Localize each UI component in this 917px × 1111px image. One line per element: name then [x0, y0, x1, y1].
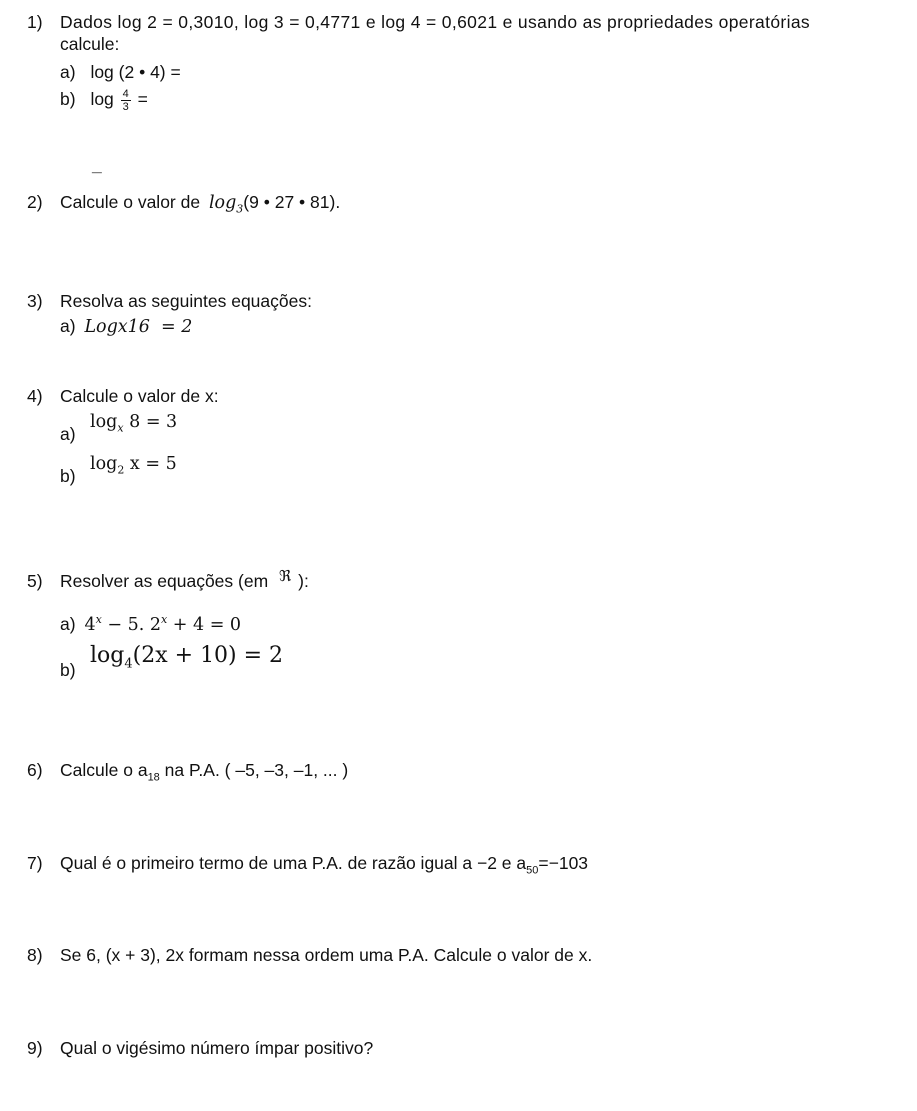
question-4-option-b-label: b)	[60, 466, 76, 486]
subscript: 18	[147, 771, 160, 784]
question-1-option-b	[60, 88, 148, 113]
log-equation: 8 = 3	[123, 412, 178, 432]
question-8-text: Se 6, (x + 3), 2x formam nessa ordem uma P.A. Calcule o valor de x.	[60, 945, 593, 965]
option-expression: Logx16 = 2	[84, 317, 193, 337]
fraction	[121, 88, 131, 113]
exponent: x	[95, 613, 102, 626]
question-5-option-b-expression	[90, 643, 283, 671]
question-5-text	[60, 567, 309, 592]
log-equation: (2x + 10) = 2	[132, 643, 284, 668]
question-6-text	[60, 760, 348, 784]
question-2-number: 2)	[27, 192, 43, 212]
option-label: b)	[60, 89, 76, 110]
question-7-number: 7)	[27, 853, 43, 873]
question-4-text: Calcule o valor de x:	[60, 386, 219, 406]
question-7-text	[60, 853, 588, 877]
stray-mark: _	[92, 155, 102, 175]
log-text: log	[208, 193, 237, 213]
log-text: log	[90, 89, 114, 110]
question-2-prompt: Calcule o valor de	[60, 192, 201, 212]
question-6-number: 6)	[27, 760, 43, 780]
question-4-option-b-expression	[90, 454, 177, 477]
log-base: x	[117, 421, 124, 435]
question-5-prompt-end: ):	[298, 571, 309, 591]
fraction-numerator: 4	[122, 88, 129, 100]
option-label: a)	[60, 316, 76, 336]
option-label: a)	[60, 62, 76, 82]
question-3-option-a	[60, 316, 192, 337]
question-9-text: Qual o vigésimo número ímpar positivo?	[60, 1038, 374, 1058]
equals-sign: =	[137, 89, 148, 110]
question-4-option-a-expression	[90, 412, 177, 435]
question-8-number: 8)	[27, 945, 43, 965]
log-text: log	[90, 643, 125, 668]
option-label: a)	[60, 613, 76, 634]
log-text: log	[90, 412, 118, 432]
question-1-text-continued: calcule:	[60, 34, 120, 54]
question-2-text	[60, 192, 340, 216]
term: + 4 = 0	[167, 614, 242, 635]
question-4-number: 4)	[27, 386, 43, 406]
question-3-text: Resolva as seguintes equações:	[60, 291, 312, 311]
subscript: 50	[526, 864, 539, 877]
question-1-number: 1)	[27, 12, 43, 32]
term: 4	[84, 614, 96, 635]
question-3-number: 3)	[27, 291, 43, 311]
exponent: x	[160, 613, 168, 626]
question-1-option-a	[60, 62, 181, 83]
real-numbers-symbol: ℜ	[279, 567, 292, 585]
term: − 5. 2	[101, 614, 161, 635]
question-1-text: Dados log 2 = 0,3010, log 3 = 0,4771 e log 4 = 0,6021 e usando as propriedades operatórias	[60, 12, 811, 32]
question-5-prompt: Resolver as equações (em	[60, 571, 269, 591]
log-base: 3	[236, 202, 244, 216]
log-base: 2	[117, 463, 125, 477]
text-part: Qual é o primeiro termo de uma P.A. de razão igual a −2 e a	[60, 853, 527, 873]
log-equation: x = 5	[124, 454, 177, 474]
question-9-number: 9)	[27, 1038, 43, 1058]
question-4-option-a-label: a)	[60, 424, 76, 444]
text-part: Calcule o a	[60, 760, 148, 780]
log-text: log	[90, 454, 118, 474]
question-5-option-b-label: b)	[60, 660, 76, 680]
question-5-number: 5)	[27, 571, 43, 591]
fraction-denominator: 3	[122, 101, 129, 113]
option-expression: log (2 • 4) =	[90, 62, 181, 82]
question-5-option-a	[60, 613, 241, 635]
log-base: 4	[124, 656, 133, 672]
log-argument: (9 • 27 • 81).	[243, 192, 341, 212]
text-part: =−103	[538, 853, 589, 873]
option-expression	[84, 615, 241, 635]
text-part: na P.A. ( –5, –3, –1, ... )	[159, 760, 349, 780]
